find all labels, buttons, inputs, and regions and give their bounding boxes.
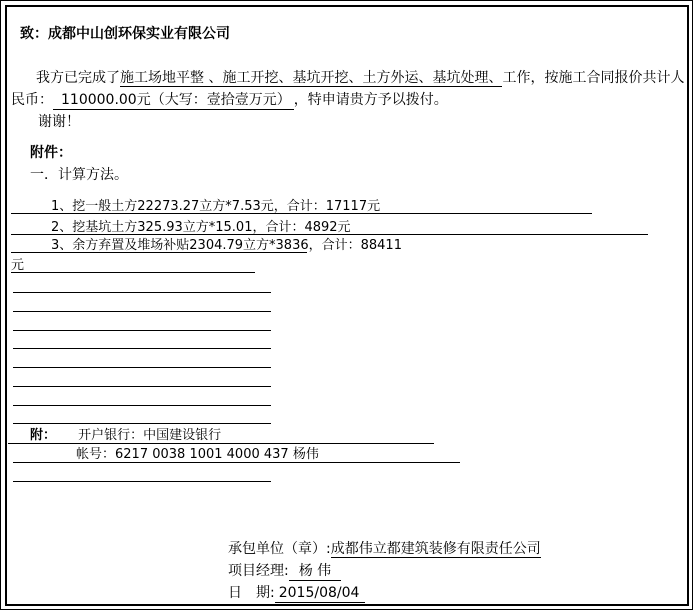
date-label: 日 期:: [228, 585, 275, 601]
calc-item-3-overflow-row: [11, 259, 255, 273]
blank-line-9: [13, 481, 271, 482]
completed-works-underlined: 施工场地平整 、施工开挖、基坑开挖、土方外运、基坑处理、: [120, 70, 503, 86]
payment-request-form: [5, 5, 689, 606]
calc-item-row-1: [11, 200, 592, 214]
contractor-line: [228, 541, 541, 557]
manager-line: [228, 563, 341, 579]
calc-item-3-overflow: 元: [11, 258, 25, 273]
recipient-company: 成都中山创环保实业有限公司: [48, 26, 230, 42]
calc-item-3: 3、余方弃置及堆场补贴2304.79立方*3836，合计：88411: [51, 238, 402, 253]
blank-line-1: [13, 292, 271, 293]
bank-attachment-label: 附：: [30, 428, 57, 443]
bank-name-label: 开户银行：: [78, 428, 144, 443]
manager-name: 杨 伟: [289, 563, 341, 581]
manager-label: 项目经理:: [228, 563, 289, 579]
account-number: 6217 0038 1001 4000 437 杨伟: [115, 447, 319, 462]
method-title: 一．计算方法。: [30, 167, 128, 183]
body-line-1: [36, 70, 684, 86]
body-line2-pre: 民币：: [11, 92, 53, 108]
bank-name: 中国建设银行: [143, 428, 222, 443]
account-label: 帐号：: [76, 447, 116, 462]
date-line: [228, 585, 365, 601]
recipient-label: 致：: [20, 26, 48, 42]
blank-line-4: [13, 348, 271, 349]
date-value: 2015/08/04: [275, 585, 366, 603]
body-line1-pre: 我方已完成了: [36, 70, 120, 86]
amount-underlined: 110000.00元（大写：壹拾壹万元）: [53, 92, 294, 110]
blank-line-2: [13, 311, 271, 312]
blank-line-3: [13, 330, 271, 331]
calc-item-2: 2、挖基坑土方325.93立方*15.01，合计：4892元: [51, 220, 351, 235]
blank-line-6: [13, 386, 271, 387]
blank-line-8: [13, 423, 271, 424]
thanks-line: 谢谢！: [38, 114, 80, 130]
blank-line-7: [13, 405, 271, 406]
recipient-line: [20, 26, 230, 42]
body-line-2: [11, 92, 448, 108]
calc-item-1: 1、挖一般土方22273.27立方*7.53元，合计：17117元: [51, 199, 381, 214]
contractor-name: 成都伟立都建筑装修有限责任公司: [330, 541, 541, 557]
calc-item-row-2: [11, 221, 648, 235]
account-row: [13, 448, 460, 463]
body-line1-post: 工作，按施工合同报价共计人: [502, 70, 685, 86]
body-line2-post: ，特申请贵方予以拨付。: [293, 92, 448, 108]
bank-row: [8, 429, 434, 444]
contractor-label: 承包单位（章）:: [228, 541, 331, 557]
blank-line-5: [13, 367, 271, 368]
calc-item-row-3: [11, 238, 402, 253]
attachment-label: 附件：: [30, 145, 72, 161]
